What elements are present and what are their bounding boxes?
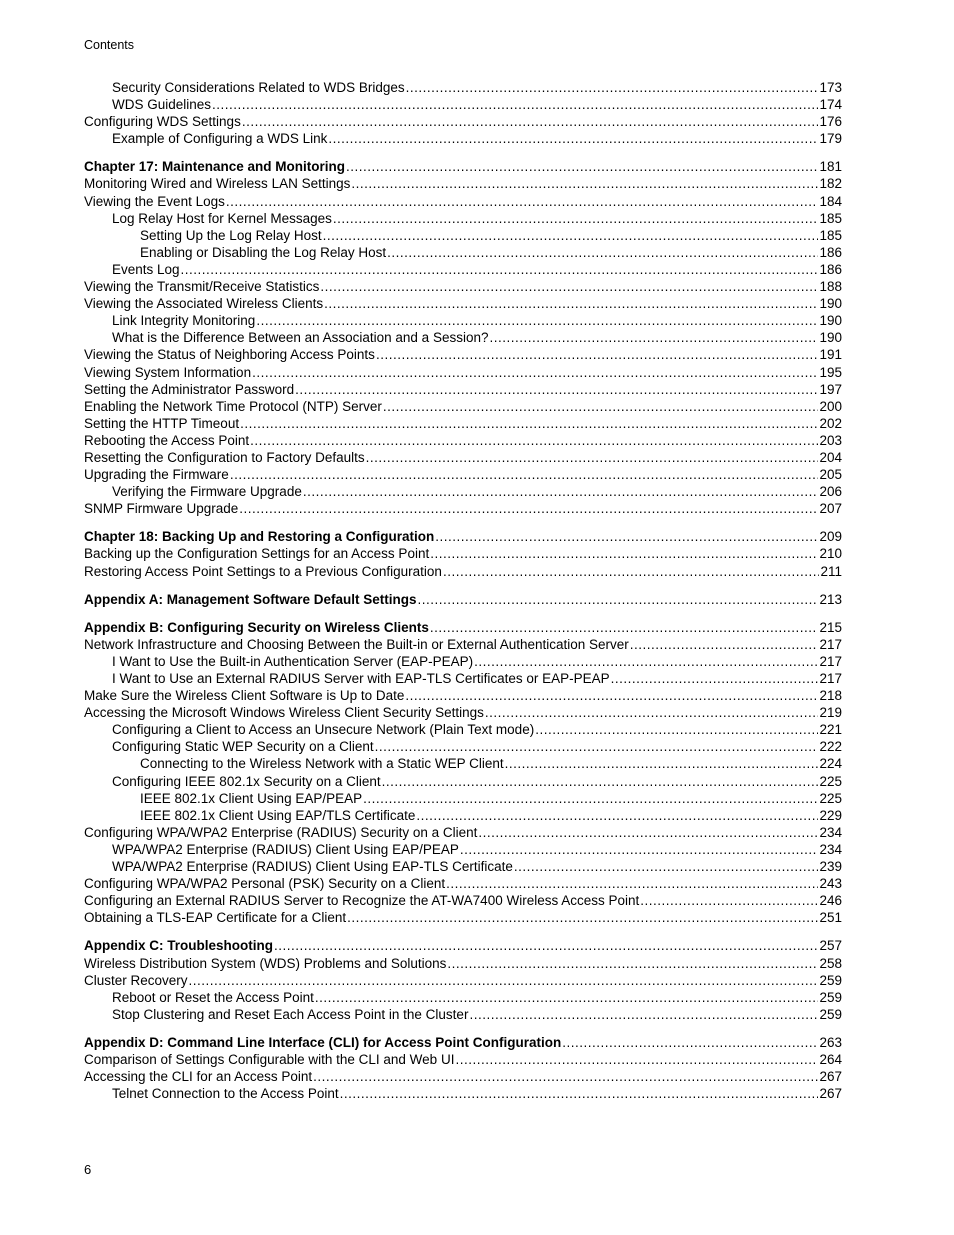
toc-entry[interactable]	[84, 841, 842, 858]
toc-entry-title: I Want to Use an External RADIUS Server with EAP-TLS Certificates or EAP-PEAP	[112, 671, 610, 686]
toc-entry-page: 215	[819, 619, 842, 635]
toc-entry-page: 210	[819, 546, 842, 562]
toc-entry-title: Configuring IEEE 802.1x Security on a Client	[112, 773, 381, 789]
toc-entry-page: 213	[819, 591, 842, 607]
toc-entry-page: 222	[819, 739, 842, 755]
toc-dot-leader	[256, 312, 818, 329]
toc-dot-leader	[382, 773, 819, 790]
toc-entry[interactable]	[84, 1085, 842, 1102]
toc-entry[interactable]	[84, 312, 842, 329]
toc-dot-leader	[435, 528, 818, 545]
toc-entry-page: 263	[819, 1034, 842, 1050]
toc-entry-page: 190	[819, 330, 842, 346]
toc-dot-leader	[320, 278, 818, 295]
toc-entry-page: 185	[819, 227, 842, 243]
toc-dot-leader	[347, 909, 818, 926]
toc-entry-page: 224	[819, 756, 842, 772]
toc-dot-leader	[295, 381, 818, 398]
toc-entry[interactable]	[84, 278, 842, 295]
toc-entry-page: 176	[819, 114, 842, 130]
toc-entry-page: 191	[819, 347, 842, 363]
toc-entry-title: Network Infrastructure and Choosing Between the Built-in or External Authentication Server	[84, 636, 629, 652]
toc-entry[interactable]	[84, 755, 842, 772]
toc-entry-title: Example of Configuring a WDS Link	[112, 131, 328, 147]
toc-entry[interactable]	[84, 113, 842, 130]
toc-entry[interactable]	[84, 295, 842, 312]
toc-entry-page: 219	[819, 705, 842, 721]
toc-dot-leader	[535, 721, 818, 738]
toc-entry[interactable]	[84, 790, 842, 807]
toc-entry-page: 211	[820, 563, 842, 579]
toc-entry-page: 202	[819, 415, 842, 431]
toc-entry-page: 251	[819, 910, 842, 926]
toc-dot-leader	[274, 937, 818, 954]
toc-dot-leader	[351, 175, 818, 192]
toc-entry[interactable]	[84, 972, 842, 989]
toc-dot-leader	[242, 113, 819, 130]
toc-entry[interactable]	[84, 1068, 842, 1085]
toc-entry-title: Enabling the Network Time Protocol (NTP) Server	[84, 398, 382, 414]
toc-entry[interactable]	[84, 329, 842, 346]
toc-dot-leader	[387, 244, 818, 261]
toc-entry[interactable]	[84, 670, 842, 687]
toc-dot-leader	[226, 193, 819, 210]
toc-entry[interactable]	[84, 892, 842, 909]
toc-entry-title: Events Log	[112, 261, 180, 277]
toc-entry-title: Appendix A: Management Software Default Settings	[84, 591, 417, 607]
toc-dot-leader	[406, 79, 819, 96]
toc-dot-leader	[640, 892, 818, 909]
toc-dot-leader	[324, 295, 818, 312]
toc-dot-leader	[514, 858, 819, 875]
toc-entry-page: 225	[819, 790, 842, 806]
toc-entry[interactable]	[84, 773, 842, 790]
toc-entry-title: IEEE 802.1x Client Using EAP/PEAP	[140, 790, 363, 806]
toc-dot-leader	[181, 261, 819, 278]
toc-entry-title: Link Integrity Monitoring	[112, 313, 256, 329]
toc-entry-title: Setting the HTTP Timeout	[84, 415, 240, 431]
toc-chapter-entry[interactable]	[84, 1034, 842, 1051]
toc-entry-page: 267	[819, 1086, 842, 1102]
toc-chapter-entry[interactable]	[84, 158, 842, 175]
toc-dot-leader	[455, 1051, 818, 1068]
toc-entry-page: 234	[819, 824, 842, 840]
toc-entry[interactable]	[84, 193, 842, 210]
toc-entry-title: Viewing System Information	[84, 364, 252, 380]
toc-entry-title: Configuring a Client to Access an Unsecure Network (Plain Text mode)	[112, 722, 535, 738]
toc-entry[interactable]	[84, 563, 842, 580]
toc-entry-title: Rebooting the Access Point	[84, 432, 250, 448]
toc-entry-page: 197	[819, 381, 842, 397]
toc-entry-title: Monitoring Wired and Wireless LAN Settings	[84, 176, 351, 192]
toc-dot-leader	[375, 738, 819, 755]
toc-entry-title: Accessing the Microsoft Windows Wireless Client Security Settings	[84, 705, 484, 721]
toc-entry[interactable]	[84, 636, 842, 653]
toc-entry[interactable]	[84, 398, 842, 415]
toc-dot-leader	[303, 483, 819, 500]
toc-dot-leader	[416, 807, 818, 824]
toc-entry-page: 205	[819, 467, 842, 483]
toc-entry-page: 207	[819, 501, 842, 517]
toc-entry[interactable]	[84, 449, 842, 466]
toc-entry-page: 173	[819, 80, 842, 95]
toc-entry-title: Make Sure the Wireless Client Software is Up to Date	[84, 688, 405, 704]
toc-entry-title: Configuring WPA/WPA2 Personal (PSK) Security on a Client	[84, 876, 446, 892]
toc-dot-leader	[460, 841, 819, 858]
toc-entry-title: Configuring Static WEP Security on a Client	[112, 739, 374, 755]
toc-dot-leader	[346, 158, 818, 175]
toc-entry[interactable]	[84, 858, 842, 875]
toc-entry[interactable]	[84, 210, 842, 227]
toc-entry-title: Enabling or Disabling the Log Relay Host	[140, 244, 387, 260]
toc-dot-leader	[430, 619, 819, 636]
toc-entry-page: 218	[819, 688, 842, 704]
toc-dot-leader	[250, 432, 818, 449]
toc-entry-page: 182	[819, 176, 842, 192]
toc-dot-leader	[189, 972, 819, 989]
toc-dot-leader	[333, 210, 819, 227]
toc-dot-leader	[405, 687, 818, 704]
running-header: Contents	[84, 38, 135, 52]
toc-dot-leader	[340, 1085, 819, 1102]
toc-entry-title: Comparison of Settings Configurable with the CLI and Web UI	[84, 1051, 455, 1067]
toc-entry[interactable]	[84, 955, 842, 972]
toc-entry-title: Appendix D: Command Line Interface (CLI) for Access Point Configuration	[84, 1034, 562, 1050]
toc-entry[interactable]	[84, 483, 842, 500]
table-of-contents	[84, 79, 842, 1102]
toc-entry-page: 217	[819, 636, 842, 652]
toc-entry-page: 186	[819, 244, 842, 260]
toc-dot-leader	[469, 1006, 818, 1023]
toc-entry[interactable]	[84, 261, 842, 278]
toc-entry[interactable]	[84, 738, 842, 755]
toc-entry-page: 206	[819, 484, 842, 500]
toc-entry-page: 203	[819, 432, 842, 448]
toc-dot-leader	[418, 591, 819, 608]
toc-entry[interactable]	[84, 721, 842, 738]
toc-dot-leader	[446, 875, 818, 892]
toc-entry-title: Configuring an External RADIUS Server to Recognize the AT-WA7400 Wireless Access Point	[84, 893, 640, 909]
toc-entry[interactable]	[84, 346, 842, 363]
toc-entry-title: Appendix C: Troubleshooting	[84, 938, 273, 954]
toc-entry-page: 188	[819, 279, 842, 295]
toc-entry[interactable]	[84, 909, 842, 926]
toc-entry-title: Chapter 18: Backing Up and Restoring a Configuration	[84, 529, 435, 545]
toc-entry-page: 225	[819, 773, 842, 789]
toc-entry-page: 259	[819, 972, 842, 988]
toc-entry[interactable]	[84, 79, 842, 96]
toc-entry-page: 246	[819, 893, 842, 909]
toc-entry-page: 221	[819, 722, 842, 738]
toc-entry-page: 229	[819, 807, 842, 823]
toc-entry[interactable]	[84, 687, 842, 704]
toc-dot-leader	[239, 500, 818, 517]
toc-chapter-entry[interactable]	[84, 619, 842, 636]
toc-entry-title: Obtaining a TLS-EAP Certificate for a Client	[84, 910, 347, 926]
toc-entry[interactable]	[84, 364, 842, 381]
toc-entry[interactable]	[84, 175, 842, 192]
toc-entry[interactable]	[84, 1006, 842, 1023]
toc-dot-leader	[252, 364, 818, 381]
toc-entry-page: 258	[819, 955, 842, 971]
toc-entry-page: 259	[819, 1006, 842, 1022]
toc-entry-page: 179	[819, 131, 842, 147]
toc-entry-title: Chapter 17: Maintenance and Monitoring	[84, 159, 346, 175]
toc-dot-leader	[315, 989, 819, 1006]
toc-dot-leader	[212, 96, 818, 113]
toc-entry-title: Setting Up the Log Relay Host	[140, 227, 322, 243]
toc-entry-title: Verifying the Firmware Upgrade	[112, 484, 302, 500]
toc-entry[interactable]	[84, 96, 842, 113]
toc-dot-leader	[363, 790, 818, 807]
toc-dot-leader	[313, 1068, 818, 1085]
toc-entry-title: Upgrading the Firmware	[84, 467, 229, 483]
toc-entry-title: WDS Guidelines	[112, 97, 212, 113]
toc-entry[interactable]	[84, 227, 842, 244]
toc-entry-title: Viewing the Status of Neighboring Access Points	[84, 347, 375, 363]
toc-entry[interactable]	[84, 432, 842, 449]
toc-entry-page: 190	[819, 296, 842, 312]
toc-entry-title: Accessing the CLI for an Access Point	[84, 1069, 313, 1085]
toc-entry[interactable]	[84, 1051, 842, 1068]
toc-entry-page: 186	[819, 261, 842, 277]
toc-entry-title: Telnet Connection to the Access Point	[112, 1086, 339, 1102]
toc-entry-page: 259	[819, 989, 842, 1005]
toc-entry-title: Backing up the Configuration Settings for an Access Point	[84, 546, 430, 562]
toc-entry-title: Resetting the Configuration to Factory Defaults	[84, 449, 365, 465]
toc-dot-leader	[485, 704, 819, 721]
toc-entry-title: Viewing the Transmit/Receive Statistics	[84, 279, 320, 295]
toc-entry[interactable]	[84, 130, 842, 147]
toc-dot-leader	[443, 563, 820, 580]
toc-entry-page: 217	[819, 653, 842, 669]
toc-entry-page: 190	[819, 313, 842, 329]
page-number: 6	[84, 1162, 92, 1177]
toc-chapter-entry[interactable]	[84, 937, 842, 954]
toc-dot-leader	[383, 398, 819, 415]
toc-dot-leader	[328, 130, 818, 147]
toc-entry[interactable]	[84, 875, 842, 892]
toc-dot-leader	[611, 670, 819, 687]
toc-entry-title: Wireless Distribution System (WDS) Problems and Solutions	[84, 955, 447, 971]
toc-entry-title: Connecting to the Wireless Network with a Static WEP Client	[140, 756, 504, 772]
toc-chapter-entry[interactable]	[84, 591, 842, 608]
toc-dot-leader	[474, 653, 818, 670]
toc-dot-leader	[230, 466, 819, 483]
toc-entry-title: Restoring Access Point Settings to a Previous Configuration	[84, 563, 442, 579]
toc-entry-page: 181	[819, 159, 842, 175]
toc-entry[interactable]	[84, 653, 842, 670]
toc-entry[interactable]	[84, 807, 842, 824]
toc-entry-title: SNMP Firmware Upgrade	[84, 501, 239, 517]
toc-entry[interactable]	[84, 500, 842, 517]
toc-dot-leader	[505, 755, 819, 772]
toc-entry-title: Cluster Recovery	[84, 972, 188, 988]
toc-chapter-entry[interactable]	[84, 528, 842, 545]
toc-entry-title: Log Relay Host for Kernel Messages	[112, 210, 332, 226]
toc-entry-page: 257	[819, 938, 842, 954]
toc-entry[interactable]	[84, 466, 842, 483]
toc-entry-page: 243	[819, 876, 842, 892]
toc-entry[interactable]	[84, 824, 842, 841]
toc-entry[interactable]	[84, 415, 842, 432]
toc-entry-title: Appendix B: Configuring Security on Wireless Clients	[84, 619, 429, 635]
toc-entry-page: 184	[819, 193, 842, 209]
toc-entry-page: 234	[819, 841, 842, 857]
toc-entry-title: Configuring WPA/WPA2 Enterprise (RADIUS) Security on a Client	[84, 824, 478, 840]
toc-entry[interactable]	[84, 381, 842, 398]
toc-entry-page: 217	[819, 671, 842, 686]
toc-entry[interactable]	[84, 545, 842, 562]
toc-entry-page: 239	[819, 859, 842, 875]
toc-entry-title: Security Considerations Related to WDS Bridges	[112, 80, 405, 95]
toc-entry[interactable]	[84, 989, 842, 1006]
toc-dot-leader	[430, 545, 818, 562]
toc-entry-title: Reboot or Reset the Access Point	[112, 989, 314, 1005]
toc-entry-title: Viewing the Associated Wireless Clients	[84, 296, 324, 312]
toc-entry-page: 267	[819, 1069, 842, 1085]
toc-entry[interactable]	[84, 704, 842, 721]
toc-entry-title: Stop Clustering and Reset Each Access Point in the Cluster	[112, 1006, 469, 1022]
toc-entry-page: 195	[819, 364, 842, 380]
toc-dot-leader	[376, 346, 819, 363]
toc-entry-page: 174	[819, 97, 842, 113]
toc-entry-page: 264	[819, 1051, 842, 1067]
toc-entry-title: What is the Difference Between an Association and a Session?	[112, 330, 489, 346]
toc-entry-page: 200	[819, 398, 842, 414]
toc-dot-leader	[630, 636, 819, 653]
toc-dot-leader	[562, 1034, 818, 1051]
toc-entry-page: 204	[819, 449, 842, 465]
toc-dot-leader	[366, 449, 819, 466]
toc-entry[interactable]	[84, 244, 842, 261]
toc-dot-leader	[323, 227, 819, 244]
toc-entry-title: WPA/WPA2 Enterprise (RADIUS) Client Using EAP-TLS Certificate	[112, 859, 513, 875]
toc-entry-title: IEEE 802.1x Client Using EAP/TLS Certificate	[140, 807, 416, 823]
toc-dot-leader	[478, 824, 818, 841]
toc-entry-title: Configuring WDS Settings	[84, 114, 241, 130]
toc-entry-title: Viewing the Event Logs	[84, 193, 225, 209]
toc-entry-title: WPA/WPA2 Enterprise (RADIUS) Client Using EAP/PEAP	[112, 841, 459, 857]
toc-dot-leader	[489, 329, 818, 346]
toc-entry-page: 185	[819, 210, 842, 226]
toc-entry-title: Setting the Administrator Password	[84, 381, 295, 397]
toc-dot-leader	[447, 955, 818, 972]
toc-dot-leader	[240, 415, 818, 432]
toc-entry-title: I Want to Use the Built-in Authentication Server (EAP-PEAP)	[112, 653, 474, 669]
toc-entry-page: 209	[819, 529, 842, 545]
